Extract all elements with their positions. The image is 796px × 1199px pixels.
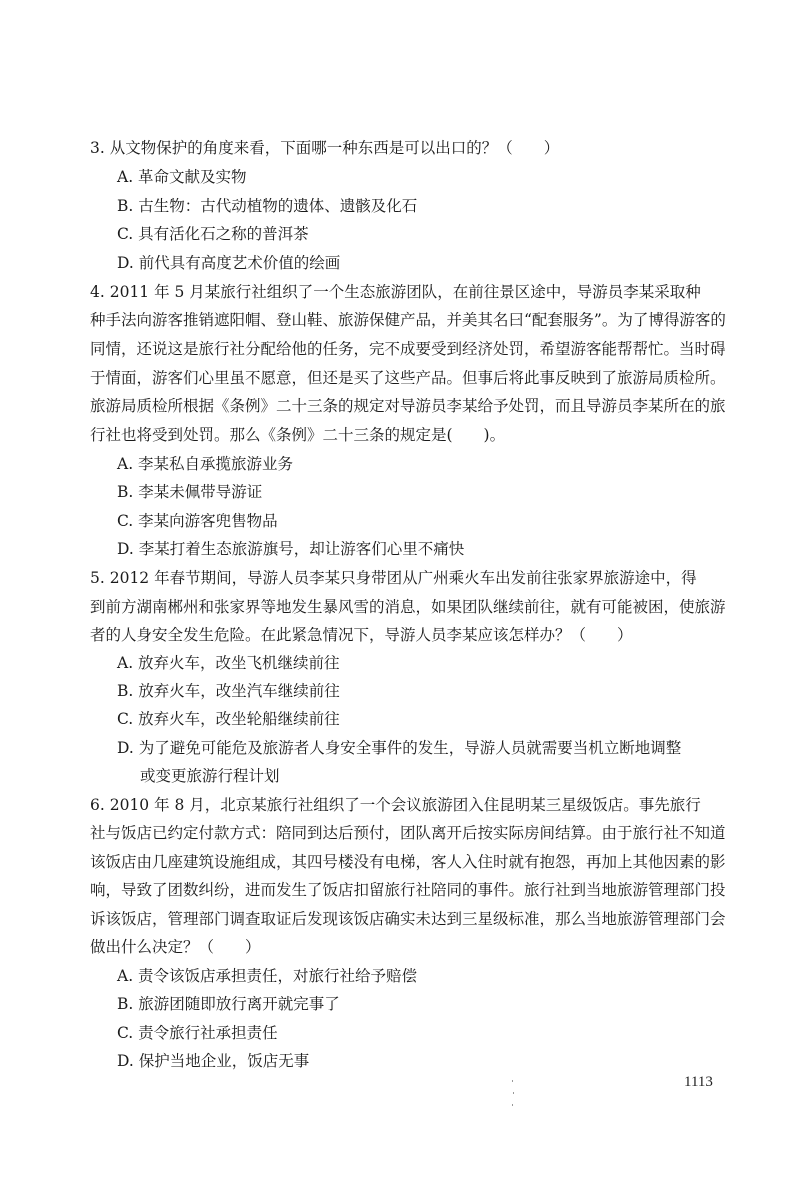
scan-speck bbox=[513, 1092, 514, 1094]
question-5-option-c: C. 放弃火车，改坐轮船继续前往 bbox=[117, 710, 340, 728]
question-5-option-d: D. 为了避免可能危及旅游者人身安全事件的发生，导游人员就需要当机立断地调整 bbox=[117, 739, 682, 757]
question-6-line-5: 诉该饭店，管理部门调查取证后发现该饭店确实未达到三星级标准，那么当地旅游管理部门会 bbox=[90, 910, 726, 928]
question-4-line-1: 4. 2011 年 5 月某旅行社组织了一个生态旅游团队，在前往景区途中，导游员李某采取种 bbox=[90, 283, 701, 301]
scan-speck bbox=[512, 1080, 513, 1082]
question-5-option-b: B. 放弃火车，改坐汽车继续前往 bbox=[117, 682, 340, 700]
question-4-line-6: 行社也将受到处罚。那么《条例》二十三条的规定是( )。 bbox=[90, 426, 506, 444]
question-3-option-c: C. 具有活化石之称的普洱茶 bbox=[117, 225, 309, 243]
question-3-option-b: B. 古生物：古代动植物的遗体、遗骸及化石 bbox=[117, 197, 418, 215]
question-5-line-2: 到前方湖南郴州和张家界等地发生暴风雪的消息，如果团队继续前往，就有可能被困，使旅游 bbox=[90, 598, 726, 616]
question-6-line-4: 响，导致了团数纠纷，进而发生了饭店扣留旅行社陪同的事件。旅行社到当地旅游管理部门投 bbox=[90, 881, 726, 899]
question-6-line-3: 该饭店由几座建筑设施组成，其四号楼没有电梯，客人入住时就有抱怨，再加上其他因素的影 bbox=[90, 853, 726, 871]
question-6-line-2: 社与饭店已约定付款方式：陪同到达后预付，团队离开后按实际房间结算。由于旅行社不知道 bbox=[90, 824, 726, 842]
question-6-option-d: D. 保护当地企业，饭店无事 bbox=[117, 1052, 310, 1070]
question-6-line-6: 做出什么决定？（ ） bbox=[90, 938, 261, 956]
question-4-option-a: A. 李某私自承揽旅游业务 bbox=[117, 455, 294, 473]
page-number: 1113 bbox=[684, 1074, 713, 1090]
question-3-line-1: 3. 从文物保护的角度来看，下面哪一种东西是可以出口的？（ ） bbox=[90, 139, 560, 157]
question-5-option-a: A. 放弃火车，改坐飞机继续前往 bbox=[117, 654, 340, 672]
question-4-option-d: D. 李某打着生态旅游旗号，却让游客们心里不痛快 bbox=[117, 540, 465, 558]
question-3-option-a: A. 革命文献及实物 bbox=[117, 168, 247, 186]
question-6-option-a: A. 责令该饭店承担责任，对旅行社给予赔偿 bbox=[117, 967, 418, 985]
question-4-line-2: 种手法向游客推销遮阳帽、登山鞋、旅游保健产品，并美其名曰“配套服务”。为了博得游客的 bbox=[90, 311, 726, 329]
question-4-line-4: 于情面，游客们心里虽不愿意，但还是买了这些产品。但事后将此事反映到了旅游局质检所。 bbox=[90, 369, 726, 387]
scan-speck bbox=[512, 1104, 513, 1106]
question-6-line-1: 6. 2010 年 8 月，北京某旅行社组织了一个会议旅游团入住昆明某三星级饭店。事先旅行 bbox=[90, 796, 701, 814]
question-5-line-3: 者的人身安全发生危险。在此紧急情况下，导游人员李某应该怎样办？（ ） bbox=[90, 626, 633, 644]
question-5-line-1: 5. 2012 年春节期间，导游人员李某只身带团从广州乘火车出发前往张家界旅游途中，得 bbox=[90, 569, 697, 587]
question-5-option-d-continued: 或变更旅游行程计划 bbox=[140, 767, 280, 785]
question-6-option-c: C. 责令旅行社承担责任 bbox=[117, 1024, 278, 1042]
question-6-option-b: B. 旅游团随即放行离开就完事了 bbox=[117, 995, 340, 1013]
question-4-option-c: C. 李某向游客兜售物品 bbox=[117, 512, 278, 530]
question-4-option-b: B. 李某未佩带导游证 bbox=[117, 483, 263, 501]
question-4-line-3: 同情，还说这是旅行社分配给他的任务，完不成要受到经济处罚，希望游客能帮帮忙。当时碍 bbox=[90, 340, 726, 358]
question-3-option-d: D. 前代具有高度艺术价值的绘画 bbox=[117, 254, 341, 272]
question-4-line-5: 旅游局质检所根据《条例》二十三条的规定对导游员李某给予处罚，而且导游员李某所在的旅 bbox=[90, 397, 726, 415]
